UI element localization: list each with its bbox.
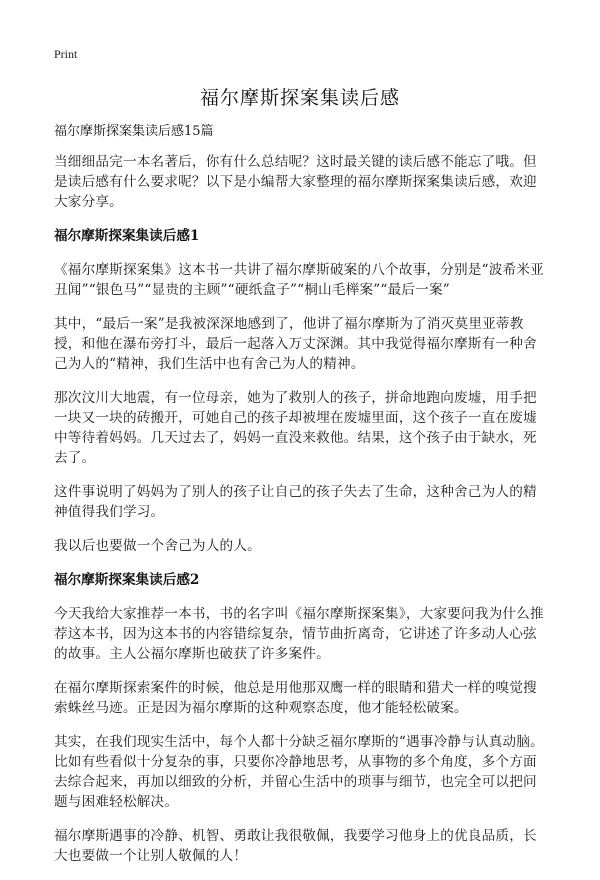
print-link[interactable]: Print xyxy=(54,47,78,61)
paragraph: 福尔摩斯遇事的冷静、机智、勇敢让我很敬佩，我要学习他身上的优良品质，长大也要做一个让别人敬佩的人！ xyxy=(54,828,537,864)
article-body xyxy=(54,122,548,880)
paragraph: 这件事说明了妈妈为了别人的孩子让自己的孩子失去了生命，这种舍己为人的精神值得我们学习。 xyxy=(54,484,537,520)
section-heading: 福尔摩斯探案集读后感2 xyxy=(54,572,200,588)
paragraph: 其中，“最后一案”是我被深深地感到了，他讲了福尔摩斯为了消灭莫里亚蒂教授，和他在瀑布旁打斗，最后一起落入万丈深渊。其中我觉得福尔摩斯有一种舍己为人的“精神，我们生活中也有舍己为人的精神。 xyxy=(54,316,537,372)
paragraph: 那次汶川大地震，有一位母亲，她为了救别人的孩子，拼命地跑向废墟，用手把一块又一块的砖搬开，可她自己的孩子却被埋在废墟里面，这个孩子一直在废墟中等待着妈妈。几天过去了，妈妈一直没来救他。结果，这个孩子由于缺水，死去了。 xyxy=(54,390,537,466)
section-heading: 福尔摩斯探案集读后感1 xyxy=(54,228,200,244)
paragraph: 今天我给大家推荐一本书，书的名字叫《福尔摩斯探案集》，大家要问我为什么推荐这本书，因为这本书的内容错综复杂，情节曲折离奇，它讲述了许多动人心弦的故事。主人公福尔摩斯也破获了许多案件。 xyxy=(54,606,544,662)
article-subtitle: 福尔摩斯探案集读后感15篇 xyxy=(54,124,214,139)
page-title: 福尔摩斯探案集读后感 xyxy=(199,87,400,109)
paragraph: 《福尔摩斯探案集》这本书一共讲了福尔摩斯破案的八个故事，分别是“波希米亚丑闻”“银色马”“显贵的主顾”“硬纸盒子”“桐山毛榉案”“最后一案” xyxy=(54,262,544,298)
paragraph: 其实，在我们现实生活中，每个人都十分缺乏福尔摩斯的“遇事冷静与认真动脑。比如有些看似十分复杂的事，只要你冷静地思考，从事物的多个角度，多个方面去综合起来，再加以细致的分析，并留心生活中的琐事与细节，也完全可以把问题与困难轻松解决。 xyxy=(54,734,544,810)
paragraph: 在福尔摩斯探索案件的时候，他总是用他那双鹰一样的眼睛和猎犬一样的嗅觉搜索蛛丝马迹。正是因为福尔摩斯的这种观察态度，他才能轻松破案。 xyxy=(54,680,537,716)
intro-paragraph: 当细细品完一本名著后，你有什么总结呢？这时最关键的读后感不能忘了哦。但是读后感有什么要求呢？以下是小编帮大家整理的福尔摩斯探案集读后感，欢迎大家分享。 xyxy=(54,154,537,210)
paragraph: 我以后也要做一个舍己为人的人。 xyxy=(54,538,261,554)
